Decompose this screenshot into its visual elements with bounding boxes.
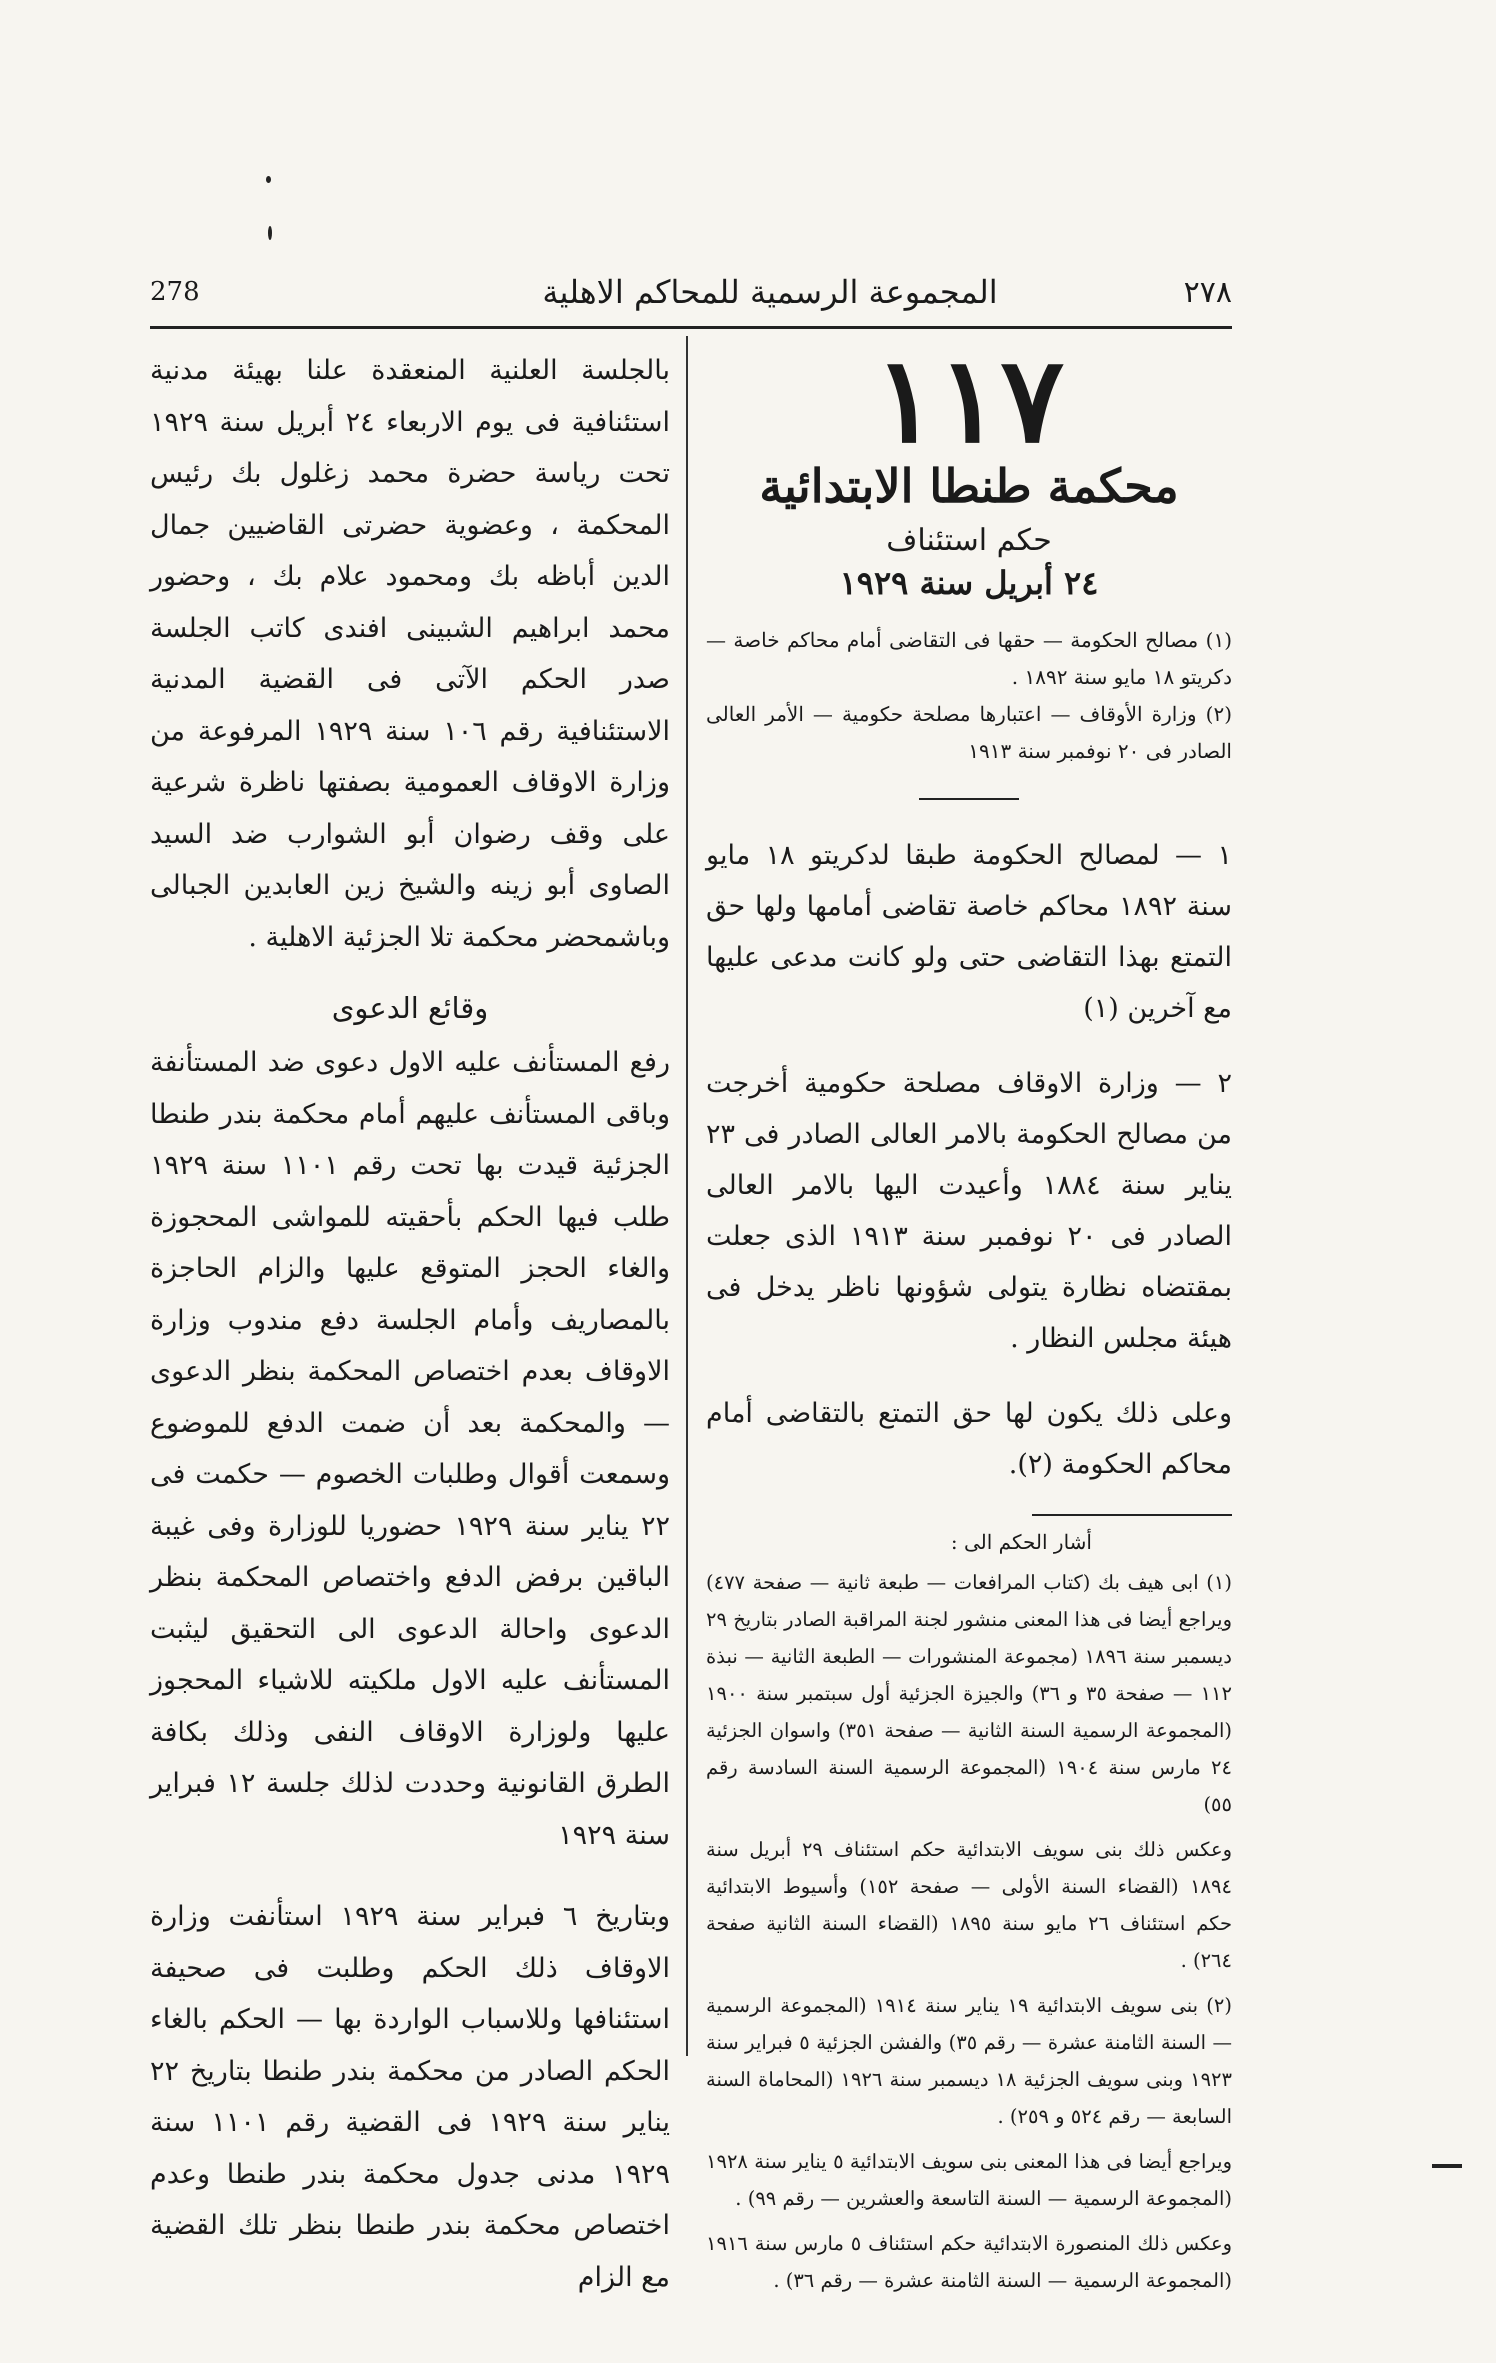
footnote: (٢) بنى سويف الابتدائية ١٩ يناير سنة ١٩١٤ (المجموعة الرسمية — السنة الثامنة عشرة — رقم ٣٥) والفشن الجزئية ٥ فبراير سنة ١٩٢٣ وبنى سويف الجزئية ١٨ ديسمبر سنة ١٩٢٦ (المحاماة السنة السابعة — رقم ٥٢٤ و ٢٥٩) . — [706, 1994, 1233, 2128]
legal-principle: وعلى ذلك يكون لها حق التمتع بالتقاضى أمام محاكم الحكومة (٢). — [706, 1398, 1232, 1480]
header-rule — [150, 326, 1232, 329]
page-number-arabic: ٢٧٨ — [1183, 274, 1232, 310]
section-heading: وقائع الدعوى — [331, 991, 489, 1025]
facts-paragraph: وبتاريخ ٦ فبراير سنة ١٩٢٩ استأنفت وزارة الاوقاف ذلك الحكم وطلبت فى صحيفة استئنافها وللاسباب الواردة بها — الحكم بالغاء الحكم الصادر من محكمة بندر طنطا بتاريخ ٢٢ يناير سنة ١٩٢٩ فى القضية رقم ١١٠١ سنة ١٩٢٩ مدنى جدول محكمة بندر طنطا وعدم اختصاص محكمة بندر طنطا بنظر تلك القضية مع الزام — [150, 1901, 670, 2293]
court-name: محكمة طنطا الابتدائية — [759, 459, 1179, 513]
publication-title: المجموعة الرسمية للمحاكم الاهلية — [542, 273, 998, 311]
margin-mark — [1432, 2164, 1462, 2168]
facts-paragraph: رفع المستأنف عليه الاول دعوى ضد المستأنفة وباقى المستأنف عليهم أمام محكمة بندر طنطا الجزئية قيدت بها تحت رقم ١١٠١ سنة ١٩٢٩ طلب فيها الحكم بأحقيته للمواشى المحجوزة والغاء الحجز المتوقع عليها والزام الحاجزة بالمصاريف وأمام الجلسة دفع مندوب وزارة الاوقاف بعدم اختصاص المحكمة بنظر الدعوى — والمحكمة بعد أن ضمت الدفع للموضوع وسمعت أقوال وطلبات الخصوم — حكمت فى ٢٢ يناير سنة ١٩٢٩ حضوريا للوزارة وفى غيبة الباقين برفض الدفع واختصاص المحكمة بنظر الدعوى واحالة الدعوى الى التحقيق ليثبت المستأنف عليه الاول ملكيته للاشياء المحجوز عليها ولوزارة الاوقاف النفى وذلك بكافة الطرق القانونية وحددت لذلك جلسة ١٢ فبراير سنة ١٩٢٩ — [150, 1047, 671, 1851]
footnotes-intro: أشار الحكم الى : — [950, 1530, 1092, 1554]
page-header — [150, 262, 1232, 322]
left-column — [150, 345, 670, 2303]
ink-speck — [266, 176, 271, 183]
legal-principle: ١ — لمصالح الحكومة طبقا لدكريتو ١٨ مايو سنة ١٨٩٢ محاكم خاصة تقاضى أمامها ولها حق التمتع بهذا التقاضى حتى ولو كانت مدعى عليها مع آخرين (١) — [706, 840, 1232, 1024]
case-number: ١١٧ — [873, 330, 1065, 469]
legal-principle: ٢ — وزارة الاوقاف مصلحة حكومية أخرجت من مصالح الحكومة بالامر العالى الصادر فى ٢٣ يناير سنة ١٨٨٤ وأعيدت اليها بالامر العالى الصادر فى ٢٠ نوفمبر سنة ١٩١٣ الذى جعلت بمقتضاه نظارة يتولى شؤونها ناظر يدخل فى هيئة مجلس النظار . — [706, 1068, 1232, 1354]
paragraph-gap — [150, 1861, 670, 1891]
summary-item: (٢) وزارة الأوقاف — اعتبارها مصلحة حكومية — الأمر العالى الصادر فى ٢٠ نوفمبر سنة ١٩١٣ — [706, 702, 1232, 763]
footnote: وعكس ذلك بنى سويف الابتدائية حكم استئناف ٢٩ أبريل سنة ١٨٩٤ (القضاء السنة الأولى — صفحة ١٥٢) وأسيوط الابتدائية حكم استئناف ٢٦ مايو سنة ١٨٩٥ (القضاء السنة الثانية صفحة ٢٦٤) . — [706, 1838, 1233, 1972]
judgment-type: حكم استئناف — [886, 523, 1052, 558]
footnote: وعكس ذلك المنصورة الابتدائية حكم استئناف ٥ مارس سنة ١٩١٦ (المجموعة الرسمية — السنة الثامنة عشرة — رقم ٣٦) . — [706, 2232, 1232, 2292]
section-rule — [919, 798, 1019, 800]
footnote: (١) ابى هيف بك (كتاب المرافعات — طبعة ثانية — صفحة ٤٧٧) ويراجع أيضا فى هذا المعنى منشور لجنة المراقبة الصادر بتاريخ ٢٩ ديسمبر سنة ١٨٩٦ (مجموعة المنشورات — الطبعة الثانية — نبذة ١١٢ — صفحة ٣٥ و ٣٦) والجيزة الجزئية أول سبتمبر سنة ١٩٠٠ (المجموعة الرسمية السنة الثانية — صفحة ٣٥١) واسوان الجزئية ٢٤ مارس سنة ١٩٠٤ (المجموعة الرسمية السنة السادسة رقم ٥٥) — [706, 1571, 1232, 1816]
ink-speck — [268, 226, 272, 240]
right-column — [706, 330, 1233, 2307]
footnote: ويراجع أيضا فى هذا المعنى بنى سويف الابتدائية ٥ يناير سنة ١٩٢٨ (المجموعة الرسمية — السنة التاسعة والعشرين — رقم ٩٩) . — [706, 2150, 1232, 2210]
judgment-date: ٢٤ أبريل سنة ١٩٢٩ — [839, 564, 1099, 602]
session-paragraph: بالجلسة العلنية المنعقدة علنا بهيئة مدنية استئنافية فى يوم الاربعاء ٢٤ أبريل سنة ١٩٢٩ تحت رياسة حضرة محمد زغلول بك رئيس المحكمة ، وعضوية حضرتى القاضيين جمال الدين أباظه بك ومحمود علام بك ، وحضور محمد ابراهيم الشبينى افندى كاتب الجلسة صدر الحكم الآتى فى القضية المدنية الاستئنافية رقم ١٠٦ سنة ١٩٢٩ المرفوعة من وزارة الاوقاف العمومية بصفتها ناظرة شرعية على وقف رضوان أبو الشوارب ضد السيد الصاوى أبو زينه والشيخ زين العابدين الجبالى وباشمحضر محكمة تلا الجزئية الاهلية . — [150, 355, 670, 953]
footnote-rule — [1032, 1514, 1232, 1516]
column-divider — [686, 336, 688, 2056]
page-number-latin: 278 — [150, 277, 200, 307]
summary-item: (١) مصالح الحكومة — حقها فى التقاضى أمام محاكم خاصة — دكريتو ١٨ مايو سنة ١٨٩٢ . — [706, 628, 1232, 689]
